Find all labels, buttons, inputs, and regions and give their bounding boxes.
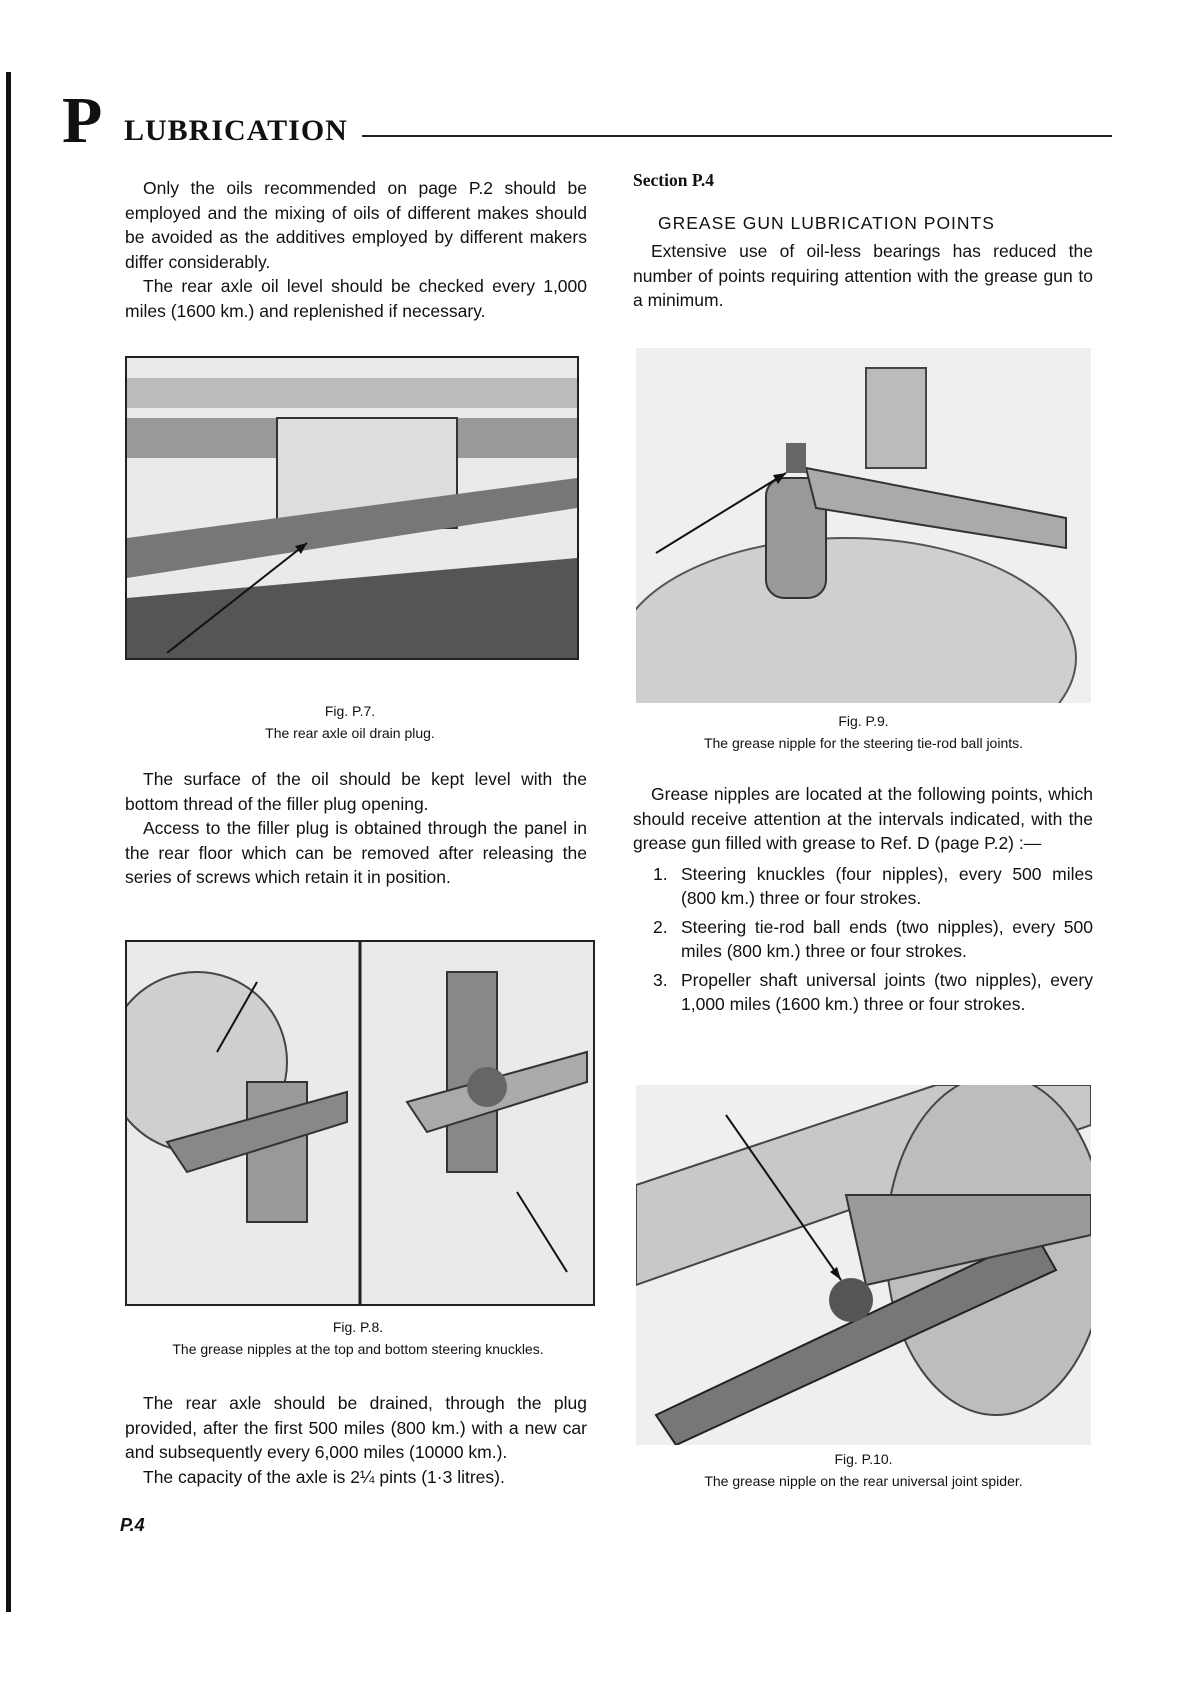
paragraph: Only the oils recommended on page P.2 should be employed and the mixing of oils of different makes should be avoided as the additives employed by different makers differ considerably. <box>125 178 587 272</box>
page-number: P.4 <box>120 1515 145 1535</box>
list-item <box>633 968 1093 1017</box>
figure-caption: The rear axle oil drain plug. <box>265 725 435 741</box>
figure-p10-illustration <box>636 1085 1091 1445</box>
figure-p8-illustration <box>125 940 595 1306</box>
figure-label: Fig. P.8. <box>332 1319 384 1335</box>
figure-p7-caption <box>125 700 575 744</box>
list-text: Steering knuckles (four nipples), every 500 miles (800 km.) three or four strokes. <box>681 863 1093 908</box>
left-column-top <box>125 176 587 323</box>
paragraph: Extensive use of oil-less bearings has reduced the number of points requiring attention with the grease gun to a minimum. <box>633 241 1093 310</box>
figure-caption: The grease nipple on the rear universal joint spider. <box>704 1473 1023 1489</box>
page-header <box>62 84 1112 157</box>
grease-points-list <box>633 862 1093 1017</box>
figure-caption: The grease nipples at the top and bottom steering knuckles. <box>172 1341 544 1357</box>
section-subhead: GREASE GUN LUBRICATION POINTS <box>658 212 995 233</box>
right-column-top <box>633 168 1093 313</box>
header-rule <box>362 135 1112 137</box>
figure-label: Fig. P.7. <box>324 703 376 719</box>
figure-label: Fig. P.9. <box>838 713 889 729</box>
figure-p8-caption <box>125 1316 591 1360</box>
figure-caption: The grease nipple for the steering tie-rod ball joints. <box>703 735 1024 751</box>
right-column-middle <box>633 782 1093 1021</box>
chapter-title: LUBRICATION <box>124 114 348 147</box>
section-letter: P <box>62 84 103 157</box>
margin-rule <box>6 72 11 1612</box>
paragraph: Access to the filler plug is obtained through the panel in the rear floor which can be removed after releasing the series of screws which retain it in position. <box>125 818 587 887</box>
figure-p9-caption <box>636 710 1091 754</box>
figure-p7-illustration <box>125 356 579 660</box>
paragraph: The capacity of the axle is 2¼ pints (1·3 litres). <box>143 1466 505 1487</box>
figure-p10-caption <box>636 1448 1091 1492</box>
figure-label: Fig. P.10. <box>834 1451 893 1467</box>
list-text: Propeller shaft universal joints (two nipples), every 1,000 miles (1600 km.) three or four strokes. <box>681 969 1093 1014</box>
list-number: 2. <box>653 916 668 937</box>
paragraph: Grease nipples are located at the following points, which should receive attention at the intervals indicated, with the grease gun filled with grease to Ref. D (page P.2) :— <box>633 784 1093 853</box>
list-item <box>633 915 1093 964</box>
figure-p9-illustration <box>636 348 1091 703</box>
paragraph: The rear axle should be drained, through the plug provided, after the first 500 miles (800 km.) with a new car and subsequently every 6,000 miles (10000 km.). <box>125 1393 587 1462</box>
list-number: 3. <box>653 969 668 990</box>
list-text: Steering tie-rod ball ends (two nipples), every 500 miles (800 km.) three or four strokes. <box>681 916 1093 961</box>
left-column-bottom <box>125 1391 587 1489</box>
list-number: 1. <box>653 863 668 884</box>
paragraph: The surface of the oil should be kept level with the bottom thread of the filler plug opening. <box>125 769 587 814</box>
list-item <box>633 862 1093 911</box>
left-column-middle <box>125 767 587 890</box>
section-title: Section P.4 <box>633 170 715 190</box>
paragraph: The rear axle oil level should be checked every 1,000 miles (1600 km.) and replenished if necessary. <box>125 276 587 321</box>
